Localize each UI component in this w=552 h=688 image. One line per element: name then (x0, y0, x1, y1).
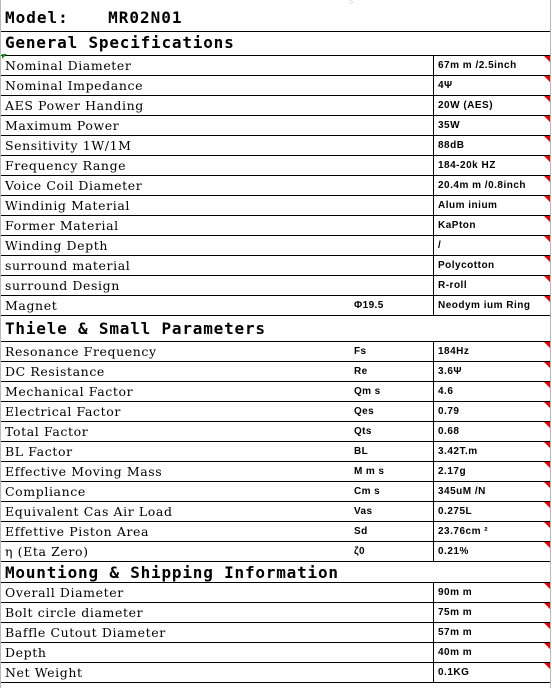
parameter-label: Nominal Diameter (5, 58, 132, 73)
parameter-label: Voice Coil Diameter (5, 178, 143, 193)
parameter-symbol (351, 663, 433, 682)
column-gridline (550, 0, 551, 688)
table-row (1, 276, 550, 296)
parameter-value: 345uM /N (433, 482, 550, 501)
model-label: Model: (5, 8, 69, 27)
parameter-value: 67m m /2.5inch (433, 56, 550, 75)
section-heading-text: Mountiong & Shipping Information (5, 563, 339, 582)
parameter-label: Maximum Power (5, 118, 120, 133)
parameter-label: BL Factor (5, 444, 73, 459)
parameter-label: DC Resistance (5, 364, 105, 379)
parameter-symbol: M m s (354, 466, 385, 477)
table-row (1, 76, 550, 96)
parameter-symbol: Re (354, 366, 368, 377)
table-row (1, 176, 550, 196)
parameter-value: 20.4m m /0.8inch (433, 176, 550, 195)
parameter-label: Windinig Material (5, 198, 130, 213)
table-row (1, 156, 550, 176)
parameter-value: 35W (433, 116, 550, 135)
parameter-symbol: Φ19.5 (354, 300, 384, 311)
parameter-label: Overall Diameter (5, 585, 124, 600)
table-row (1, 96, 550, 116)
table-row (1, 502, 550, 522)
parameter-label: Effective Moving Mass (5, 464, 163, 479)
parameter-symbol (351, 76, 433, 95)
parameter-value: 2.17g (433, 462, 550, 481)
parameter-value: 0.68 (433, 422, 550, 441)
model-value: MR02N01 (108, 8, 183, 27)
parameter-label: Compliance (5, 484, 86, 499)
parameter-value: 0.21% (433, 542, 550, 561)
parameter-symbol (351, 116, 433, 135)
parameter-value: 90m m (433, 583, 550, 602)
parameter-value: 88dB (433, 136, 550, 155)
parameter-value: 184-20k HZ (433, 156, 550, 175)
table-row (1, 116, 550, 136)
parameter-value: 20W (AES) (433, 96, 550, 115)
table-row (1, 216, 550, 236)
parameter-symbol (351, 583, 433, 602)
parameter-value: / (433, 236, 550, 255)
parameter-label: Baffle Cutout Diameter (5, 625, 166, 640)
parameter-label: AES Power Handing (5, 98, 144, 113)
parameter-label: Equivalent Cas Air Load (5, 504, 173, 519)
section-heading (1, 318, 550, 342)
parameter-value: KaPton (433, 216, 550, 235)
section-heading (1, 32, 550, 56)
parameter-value: R-roll (433, 276, 550, 295)
parameter-symbol: BL (354, 446, 369, 457)
parameter-value: Polycotton (433, 256, 550, 275)
parameter-label: Electrical Factor (5, 404, 121, 419)
section-heading (1, 562, 550, 583)
table-row (1, 296, 550, 316)
table-row (1, 442, 550, 462)
table-row (1, 462, 550, 482)
parameter-symbol (351, 643, 433, 662)
parameter-symbol (351, 96, 433, 115)
parameter-symbol (351, 176, 433, 195)
table-row (1, 382, 550, 402)
table-row (1, 522, 550, 542)
table-row (1, 56, 550, 76)
table-row (1, 402, 550, 422)
parameter-value: 23.76cm ² (433, 522, 550, 541)
parameter-value: 40m m (433, 643, 550, 662)
table-row (1, 256, 550, 276)
parameter-symbol: Cm s (354, 486, 381, 497)
parameter-value: 3.6Ψ (433, 362, 550, 381)
parameter-symbol: Qm s (354, 386, 381, 397)
parameter-label: Frequency Range (5, 158, 127, 173)
grip-handle-icon[interactable]: ⁘ (347, 0, 355, 7)
table-row (1, 342, 550, 362)
parameter-value: 75m m (433, 603, 550, 622)
parameter-label: Mechanical Factor (5, 384, 134, 399)
parameter-symbol (351, 136, 433, 155)
parameter-label: Resonance Frequency (5, 344, 157, 359)
table-row (1, 236, 550, 256)
table-row (1, 603, 550, 623)
parameter-label: Effettive Piston Area (5, 524, 150, 539)
parameter-symbol: Vas (354, 506, 373, 517)
parameter-value: 0.275L (433, 502, 550, 521)
table-row (1, 482, 550, 502)
parameter-symbol (351, 623, 433, 642)
parameter-symbol: Qes (354, 406, 375, 417)
parameter-value: Alum inium (433, 196, 550, 215)
table-row (1, 583, 550, 603)
parameter-symbol (351, 56, 433, 75)
table-row (1, 542, 550, 562)
parameter-label: Former Material (5, 218, 119, 233)
parameter-label: Magnet (5, 298, 58, 313)
parameter-value: 184Hz (433, 342, 550, 361)
parameter-symbol (351, 196, 433, 215)
parameter-value: 0.1KG (433, 663, 550, 682)
table-row (1, 663, 550, 683)
parameter-label: Net Weight (5, 665, 83, 680)
parameter-symbol (351, 256, 433, 275)
parameter-value: Neodym ium Ring (433, 296, 550, 315)
parameter-label: Nominal Impedance (5, 78, 144, 93)
parameter-symbol (351, 236, 433, 255)
parameter-symbol: ζ0 (354, 546, 365, 557)
table-row (1, 196, 550, 216)
section-heading-text: Thiele & Small Parameters (5, 319, 266, 338)
table-row (1, 422, 550, 442)
parameter-symbol (351, 156, 433, 175)
parameter-label: Total Factor (5, 424, 89, 439)
section-heading-text: General Specifications (5, 33, 235, 52)
table-row (1, 136, 550, 156)
parameter-symbol: Fs (354, 346, 367, 357)
table-row (1, 643, 550, 663)
parameter-value: 3.42T.m (433, 442, 550, 461)
parameter-value: 57m m (433, 623, 550, 642)
parameter-label: Winding Depth (5, 238, 108, 253)
parameter-symbol (351, 603, 433, 622)
parameter-value: 4Ψ (433, 76, 550, 95)
parameter-label: Bolt circle diameter (5, 605, 144, 620)
parameter-label: surround Design (5, 278, 120, 293)
parameter-symbol (351, 276, 433, 295)
table-row (1, 362, 550, 382)
title-row (1, 6, 550, 32)
parameter-value: 0.79 (433, 402, 550, 421)
model-title (1, 6, 552, 31)
parameter-symbol: Qts (354, 426, 372, 437)
parameter-label: Sensitivity 1W/1M (5, 138, 132, 153)
parameter-label: surround material (5, 258, 131, 273)
parameter-symbol (351, 216, 433, 235)
parameter-label: η (Eta Zero) (5, 544, 89, 559)
parameter-value: 4.6 (433, 382, 550, 401)
parameter-symbol: Sd (354, 526, 368, 537)
table-row (1, 623, 550, 643)
parameter-label: Depth (5, 645, 47, 660)
